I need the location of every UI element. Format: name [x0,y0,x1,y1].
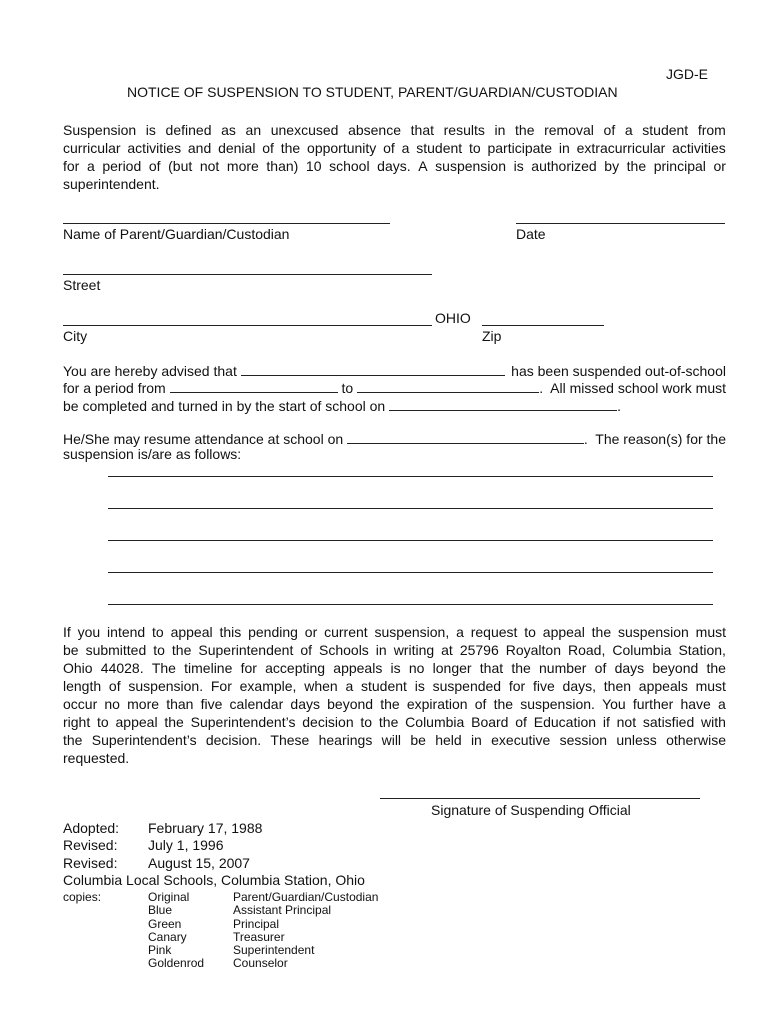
word: occur [63,696,98,712]
city-field-line[interactable] [63,325,432,326]
word: more [127,696,160,712]
word: beyond [327,696,374,712]
word: denial [218,140,256,156]
word: a [401,140,410,156]
word: of [108,678,121,694]
copy-color: Original [148,890,190,904]
definition-paragraph [63,121,726,193]
word: appeals [638,678,688,694]
signature-field-line[interactable] [380,798,700,799]
word: five [200,696,223,712]
word: a [345,678,354,694]
ohio-label: OHIO [435,310,471,326]
word: for [63,158,80,174]
word: period [102,158,142,174]
word: opportunity [307,140,377,156]
word: participate [487,140,553,156]
word: of [148,158,161,174]
word: than) [266,158,299,174]
word: absence [348,122,402,138]
definition-line [63,139,726,157]
word: the [626,158,647,174]
word: to [152,624,164,640]
appeal-line [63,623,726,641]
word: no [104,696,120,712]
word: activities [127,140,182,156]
word: For [210,678,232,694]
word: days. [377,158,411,174]
word: to [360,714,373,730]
word: is [390,660,401,676]
appeal-line [63,659,726,677]
word: a [624,122,633,138]
word: of [515,714,527,730]
word: must [695,678,726,694]
word: curricular [63,140,121,156]
word: the [493,696,514,712]
word: must [695,624,726,640]
word: Superintendent [198,642,294,658]
word: more [226,158,259,174]
word: this [219,624,242,640]
copy-color: Green [148,916,182,931]
word: days [614,660,645,676]
word: calendar [229,696,284,712]
word: appeal [115,714,158,730]
word: of [383,140,395,156]
word: satisfied [642,714,695,730]
copy-color: Goldenrod [148,956,205,971]
word: Superintendent’s [190,714,296,730]
copy-recipient: Superintendent [233,943,315,958]
word: executive [491,732,551,748]
word: 25796 [459,642,499,658]
word: is [414,678,425,694]
word: unless [616,732,657,748]
resume-line-1: He/She may resume attendance at school on . The reason(s) for the [63,431,726,447]
word: than [166,696,194,712]
advised-line-1: You are hereby advised that has been suspended out-of-school [63,363,726,379]
appeal-line [63,731,726,749]
word: student [361,678,407,694]
appeal-line: requested. [63,750,130,766]
word: by [604,158,620,174]
word: or [713,158,726,174]
word: in [558,140,570,156]
word: A [418,158,428,174]
date-field-line[interactable] [516,223,725,224]
word: to [524,624,536,640]
student-name-field[interactable] [241,361,506,376]
word: that [479,660,504,676]
resume-line-2: suspension is/are as follows: [63,446,242,462]
word: the [511,660,531,676]
word: activities [672,140,726,156]
zip-label: Zip [482,328,502,344]
word: if [602,714,610,730]
word: appeal [542,624,585,640]
copies-colors [148,891,204,971]
word: the [591,624,612,640]
appeal-paragraph [63,623,726,767]
zip-field-line[interactable] [482,325,604,326]
appeal-line [63,677,726,695]
word: decision. [205,732,262,748]
copy-color: Pink [148,943,172,958]
word: the [378,714,399,730]
word: extracurricular [576,140,666,156]
word: suspension. [128,678,204,694]
copies-label: copies: [63,890,102,904]
copy-recipient: Parent/Guardian/Custodian [233,890,379,904]
word: current [324,624,368,640]
word: is [145,122,156,138]
copy-color: Blue [148,903,173,918]
adopted-date: February 17, 1988 [148,820,263,836]
word: Superintendent’s [91,732,197,748]
copy-color: Canary [148,929,187,944]
definition-line [63,157,726,175]
word: suspension. [520,696,595,712]
word: These [270,732,310,748]
word: suspension [617,624,689,640]
reason-line-5[interactable] [108,604,713,605]
name-field-line[interactable] [63,223,390,224]
advised-line-2: for a period from to . All missed school work must [63,380,726,396]
word: to [97,714,109,730]
word: of [594,660,607,676]
revised-date: August 15, 2007 [148,855,250,871]
word: not [199,158,220,174]
word: Columbia [612,642,672,658]
word: right [63,714,91,730]
word: student [416,140,463,156]
word: Education [533,714,597,730]
copy-recipient: Assistant Principal [233,903,332,918]
word: is [513,158,524,174]
word: Columbia [405,714,465,730]
word: removal [544,122,594,138]
copy-recipient: Principal [233,916,280,931]
word: of [300,642,313,658]
period-to-field[interactable] [357,378,539,393]
resume-date-field[interactable] [347,429,584,444]
word: that [410,122,434,138]
word: appeals [333,660,383,676]
word: the [706,660,726,676]
word: a [456,624,464,640]
word: an [245,122,262,138]
street-label: Street [63,277,101,293]
word: have [680,696,711,712]
word: not [616,714,637,730]
word: length [63,678,102,694]
word: accepting [265,660,326,676]
word: session [559,732,608,748]
word: authorized [531,158,597,174]
word: The [151,660,176,676]
word: intend [107,624,146,640]
revised-date: July 1, 1996 [148,837,224,853]
word: writing [393,642,435,658]
copies-recipients [233,891,378,971]
word: defined [165,122,212,138]
word: a [717,696,726,712]
city-label: City [63,328,88,344]
word: in [470,732,482,748]
word: student [642,122,689,138]
word: expiration [406,696,468,712]
word: days, [562,678,597,694]
word: when [304,678,338,694]
word: timeline [184,660,233,676]
word: the [63,732,83,748]
word: request [470,624,518,640]
name-label: Name of Parent/Guardian/Custodian [63,226,290,242]
word: and [187,140,212,156]
word: further [632,696,674,712]
word: of [262,140,274,156]
word: 10 [305,158,322,174]
word: Road, [567,642,606,658]
reason-line-3[interactable] [108,540,713,541]
word: decision [302,714,354,730]
definition-line: superintendent. [63,176,160,192]
adopted-label: Adopted: [63,820,120,836]
word: pending [248,624,298,640]
word: then [603,678,632,694]
word: the [380,696,400,712]
reason-line-4[interactable] [108,572,713,573]
period-from-field[interactable] [170,378,338,393]
word: or [304,624,318,640]
word: unexcused [270,122,339,138]
word: Station, [678,642,726,658]
word: at [441,642,453,658]
copy-recipient: Counselor [233,956,288,971]
revised-label: Revised: [63,855,118,871]
word: of [603,122,616,138]
word: a [86,158,95,174]
word: school [329,158,370,174]
appeal-line [63,641,726,659]
word: results [443,122,485,138]
word: be [410,732,426,748]
word: suspension [435,158,506,174]
reason-line-1[interactable] [108,476,713,477]
word: the [171,642,192,658]
street-field-line[interactable] [63,274,432,275]
word: the [280,140,301,156]
word: submitted [85,642,147,658]
word: days [290,696,320,712]
word: example, [239,678,297,694]
word: number [539,660,587,676]
word: Schools [319,642,369,658]
page-title: NOTICE OF SUSPENSION TO STUDENT, PARENT/GUARDIAN/CUSTODIAN [127,84,618,100]
word: from [697,122,726,138]
copy-recipient: Treasurer [233,929,285,944]
word: no [408,660,425,676]
word: in [375,642,387,658]
organization-name: Columbia Local Schools, Columbia Station, Ohio [63,872,365,888]
word: hearings [318,732,373,748]
word: 44028. [100,660,144,676]
signature-label: Signature of Suspending Official [431,802,631,818]
revised-label: Revised: [63,837,118,853]
word: You [602,696,626,712]
advised-line-3: be completed and turned in by the start of school on . [63,398,621,414]
word: otherwise [666,732,726,748]
word: Ohio [63,660,93,676]
word: longer [432,660,472,676]
word: suspension, [374,624,450,640]
definition-line [63,121,726,139]
word: five [532,678,555,694]
word: appeal [170,624,213,640]
appeal-line [63,695,726,713]
word: held [435,732,462,748]
word: of [474,696,487,712]
word: to [153,642,165,658]
word: Royalton [505,642,561,658]
word: suspended [432,678,502,694]
word: principal [653,158,706,174]
word: as [221,122,236,138]
work-due-date-field[interactable] [389,396,617,411]
word: to [468,140,481,156]
word: beyond [652,660,699,676]
word: you [77,624,101,640]
appeal-line [63,713,726,731]
word: the [164,714,184,730]
reason-line-2[interactable] [108,508,713,509]
word: (but [168,158,193,174]
document-code: JGD-E [666,66,708,82]
word: be [63,642,79,658]
word: for [508,678,526,694]
word: Suspension [63,122,137,138]
word: If [63,624,71,640]
date-label: Date [516,226,546,242]
word: for [240,660,257,676]
word: with [701,714,726,730]
word: the [515,122,535,138]
word: in [494,122,506,138]
word: Board [471,714,509,730]
word: will [381,732,402,748]
